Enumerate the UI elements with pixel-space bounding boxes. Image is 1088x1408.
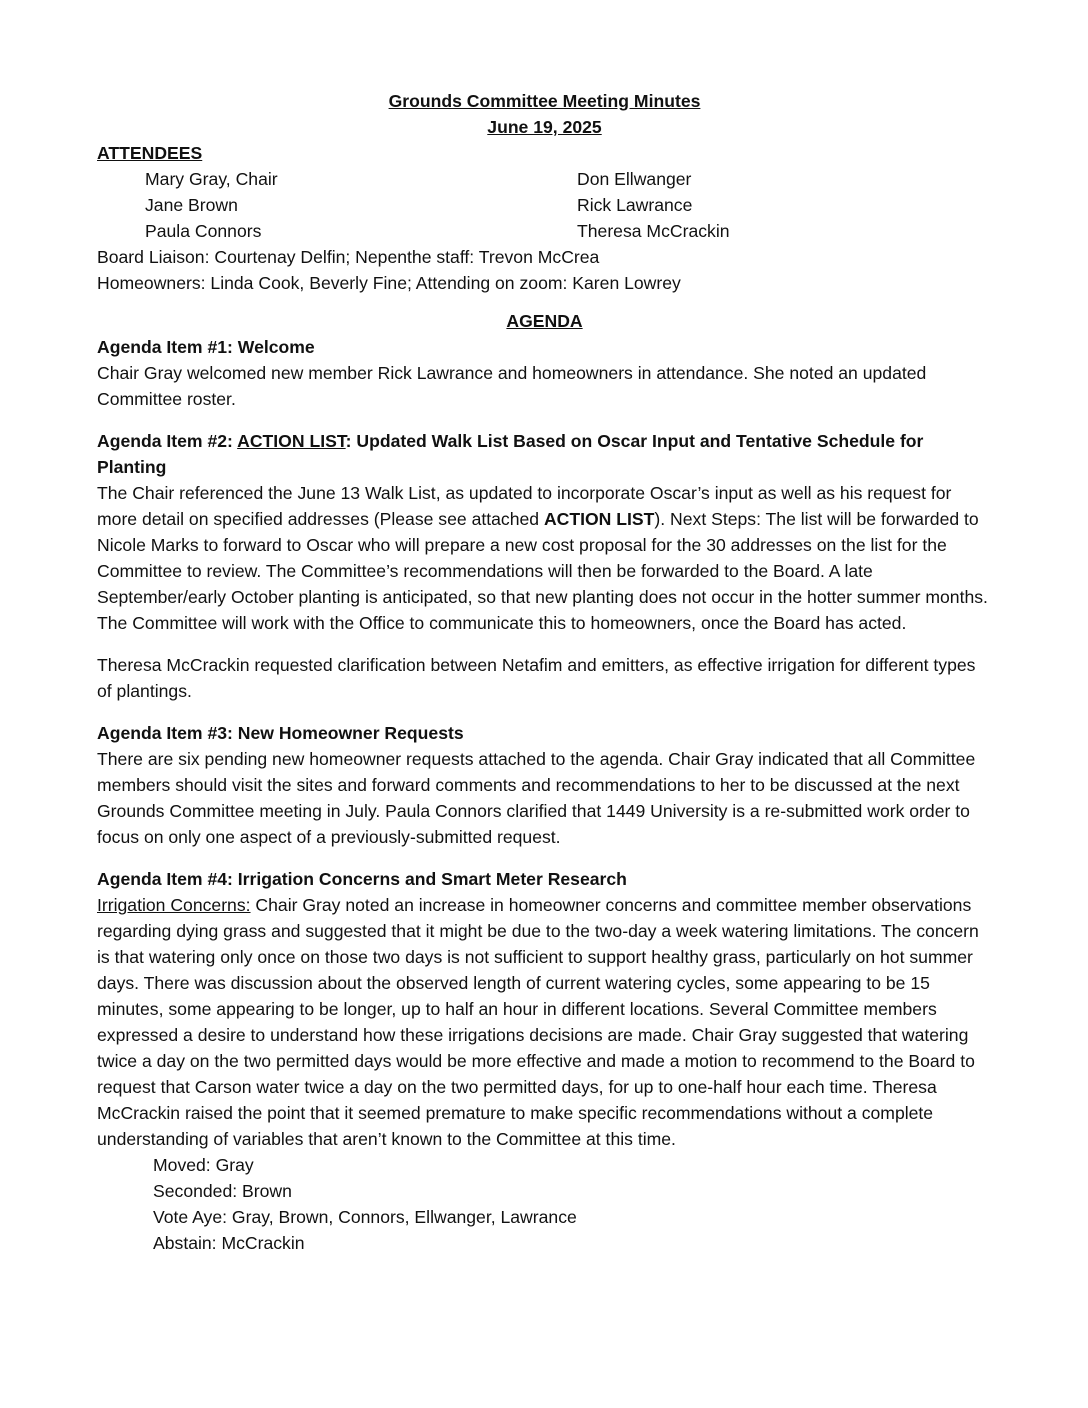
- irrigation-concerns-label: Irrigation Concerns:: [97, 895, 251, 915]
- item2-body-text: ). Next Steps: The list will be forwarded to Nicole Marks to forward to Oscar who will prepare a new cost proposal for the 30 addresses on the list for the Committee to review. The Committee’s recommendations will then be forwarded to the Board. A late September/early October planting is anticipated, so that new planting does not occur in the hotter summer months. The Committee will work with the Office to communicate this to homeowners, once the Board has acted.: [97, 509, 988, 633]
- minutes-document: [97, 88, 992, 1256]
- item2-title-prefix: Agenda Item #2:: [97, 431, 238, 451]
- vote-line: Seconded: Brown: [153, 1181, 292, 1201]
- agenda-heading: AGENDA: [506, 311, 583, 331]
- attendees-heading: ATTENDEES: [97, 143, 203, 163]
- item2-body-2: Theresa McCrackin requested clarification between Netafim and emitters, as effective irrigation for different types of plantings.: [97, 655, 976, 701]
- item3-body: There are six pending new homeowner requests attached to the agenda. Chair Gray indicated that all Committee members should visit the sites and forward comments and recommendations to her to be discussed at the next Grounds Committee meeting in July. Paula Connors clarified that 1449 University is a re-submitted work order to focus on only one aspect of a previously-submitted request.: [97, 749, 976, 847]
- item3-title: Agenda Item #3: New Homeowner Requests: [97, 723, 464, 743]
- item2-body-text: The Chair referenced the June 13 Walk List, as updated to incorporate Oscar’s input as well as his request for more detail on specified addresses (Please see attached: [97, 483, 952, 529]
- meeting-date: June 19, 2025: [487, 117, 602, 137]
- attendee-name: Don Ellwanger: [577, 169, 692, 189]
- item2-body-action-list: ACTION LIST: [543, 509, 655, 529]
- attendee-row: [97, 166, 992, 192]
- item2-body: [97, 480, 992, 636]
- vote-line: Vote Aye: Gray, Brown, Connors, Ellwanger, Lawrance: [153, 1207, 577, 1227]
- document-title: Grounds Committee Meeting Minutes: [388, 91, 701, 111]
- vote-line: Moved: Gray: [153, 1155, 254, 1175]
- attendee-name: Paula Connors: [145, 221, 262, 241]
- item2-title-suffix: : Updated Walk List Based on Oscar Input and Tentative Schedule for Planting: [97, 431, 924, 477]
- attendee-name: Rick Lawrance: [577, 195, 693, 215]
- action-list-link: ACTION LIST: [237, 431, 346, 451]
- item4-body-text: Chair Gray noted an increase in homeowner concerns and committee member observations regarding dying grass and suggested that it might be due to the two-day a week watering limitations. The concern is that watering only once on those two days is not sufficient to support healthy grass, particularly on hot summer days. There was discussion about the observed length of current watering cycles, some appearing to be 15 minutes, some appearing to be longer, up to half an hour in different locations. Several Committee members expressed a desire to understand how these irrigations decisions are made. Chair Gray suggested that watering twice a day on the two permitted days would be more effective and made a motion to recommend to the Board to request that Carson water twice a day on the two permitted days, for up to one-half hour each time. Theresa McCrackin raised the point that it seemed premature to make specific recommendations without a complete understanding of variables that aren’t known to the Committee at this time.: [97, 895, 979, 1149]
- attendee-row: [97, 218, 992, 244]
- item4-body: [97, 892, 992, 1152]
- liaison-line: Board Liaison: Courtenay Delfin; Nepenthe staff: Trevon McCrea: [97, 247, 600, 267]
- item1-title: Agenda Item #1: Welcome: [97, 337, 315, 357]
- attendee-row: [97, 192, 992, 218]
- homeowners-line: Homeowners: Linda Cook, Beverly Fine; Attending on zoom: Karen Lowrey: [97, 273, 681, 293]
- item1-body: Chair Gray welcomed new member Rick Lawrance and homeowners in attendance. She noted an updated Committee roster.: [97, 363, 927, 409]
- item2-title: [97, 428, 992, 480]
- vote-line: Abstain: McCrackin: [153, 1233, 305, 1253]
- item4-title: Agenda Item #4: Irrigation Concerns and Smart Meter Research: [97, 869, 627, 889]
- attendee-name: Theresa McCrackin: [577, 221, 730, 241]
- attendee-name: Jane Brown: [145, 195, 238, 215]
- attendee-name: Mary Gray, Chair: [145, 169, 278, 189]
